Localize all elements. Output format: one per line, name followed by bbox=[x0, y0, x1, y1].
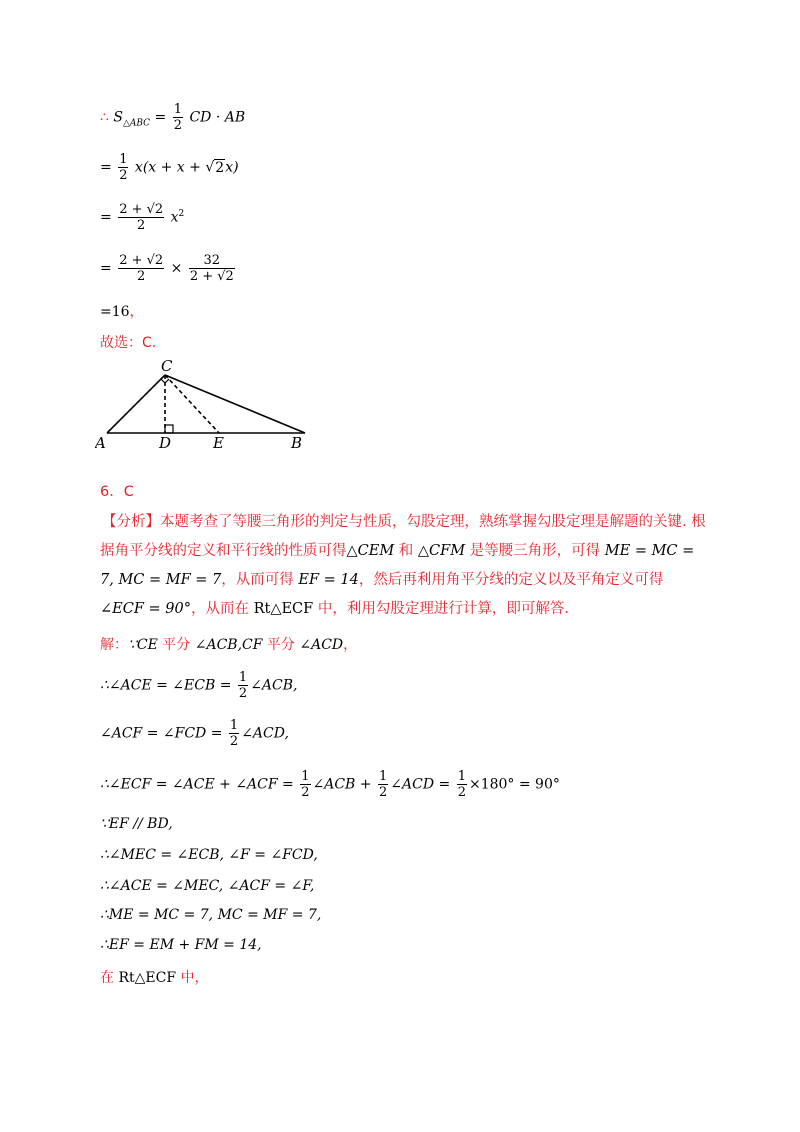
label-C: C bbox=[161, 357, 173, 375]
half-fraction: $\frac{1}{2}$ bbox=[119, 152, 128, 183]
label-E: E bbox=[213, 434, 224, 452]
right-angle-D bbox=[165, 425, 173, 433]
label-A: A bbox=[95, 434, 106, 452]
sol-line-10: 在 Rt△ECF 中， bbox=[100, 970, 209, 986]
coef-fraction: $\frac{2 + √2}{2}$ bbox=[119, 253, 164, 284]
side-CB bbox=[165, 375, 305, 433]
coef-fraction: $\frac{2 + √2}{2}$ bbox=[119, 202, 164, 233]
sol-line-5: ∵EF // BD, bbox=[100, 816, 173, 832]
sol-line-2: ∴∠ACE = ∠ECB = $\frac{1}{2}$ ∠ACB, bbox=[100, 670, 298, 701]
sol-line-6: ∴∠MEC = ∠ECB, ∠F = ∠FCD, bbox=[100, 847, 318, 863]
answer-line: 故选：C. bbox=[100, 335, 157, 351]
label-B: B bbox=[291, 434, 303, 452]
sol-line-9: ∴EF = EM + FM = 14, bbox=[100, 937, 262, 953]
triangle-figure bbox=[95, 355, 315, 455]
sol-line-1: 解：∵CE 平分 ∠ACB,CF 平分 ∠ACD， bbox=[100, 637, 358, 653]
result-line: =16， bbox=[100, 304, 144, 320]
q6-number: 6．C bbox=[100, 484, 134, 500]
q6-analysis: 【分析】本题考查了等腰三角形的判定与性质，勾股定理，熟练掌握勾股定理是解题的关键. 根据角平分线的定义和平行线的性质可得△CEM 和 △CFM 是等腰三角形，可得 ME = MC = 7, MC = MF = 7，从而可得 EF = 14，然后再利用角平分线的定义以及平角定义可得 ∠ECF = 90°，从而在 Rt△ECF 中，利用勾股定理进行计算，即可解答. bbox=[100, 514, 706, 617]
value-fraction: $\frac{32}{2 + √2}$ bbox=[189, 253, 234, 284]
simplify-line: = $\frac{2 + √2}{2}$ $x^2$ bbox=[100, 202, 185, 233]
sol-line-3: ∠ACF = ∠FCD = $\frac{1}{2}$ ∠ACD, bbox=[100, 718, 289, 749]
expand-line: = $\frac{1}{2}$ x(x + x + √2x) bbox=[100, 152, 239, 183]
sol-line-8: ∴ME = MC = 7, MC = MF = 7, bbox=[100, 907, 322, 923]
side-AC bbox=[107, 375, 165, 433]
segment-CE bbox=[165, 375, 219, 433]
area-line: ∴ $S_{\triangle ABC}$ = $\frac{1}{2}$ CD · AB bbox=[100, 102, 246, 133]
right-angle-C bbox=[161, 379, 169, 383]
half-fraction: $\frac{1}{2}$ bbox=[173, 102, 182, 133]
sol-line-7: ∴∠ACE = ∠MEC, ∠ACF = ∠F, bbox=[100, 878, 315, 894]
substitute-line: = $\frac{2 + √2}{2}$ × $\frac{32}{2 + √2}$ bbox=[100, 253, 234, 284]
label-D: D bbox=[159, 434, 172, 452]
sol-line-4: ∴∠ECF = ∠ACE + ∠ACF = $\frac{1}{2}$ ∠ACB + $\frac{1}{2}$ ∠ACD = $\frac{1}{2}$ ×180° = 90° bbox=[100, 769, 560, 800]
